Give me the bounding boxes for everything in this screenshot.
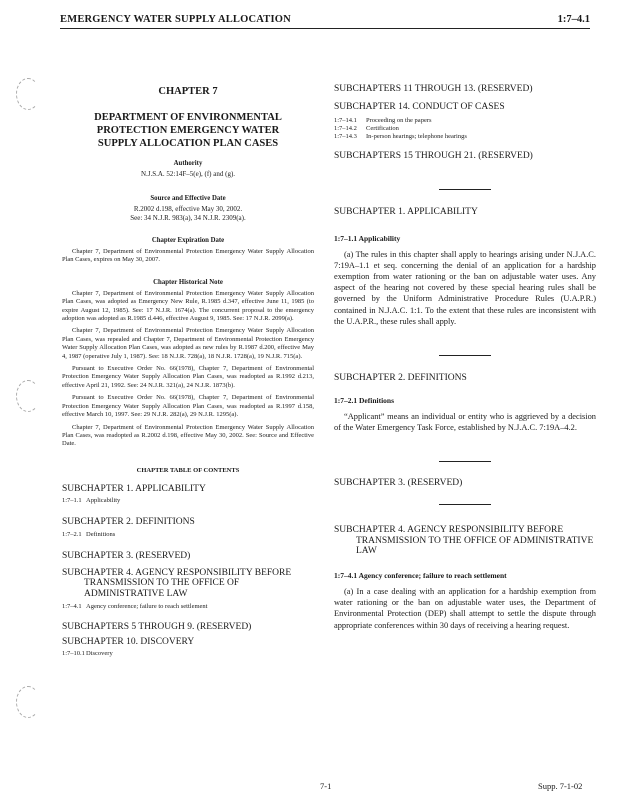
authority-heading: Authority <box>173 160 203 167</box>
toc-subchapter: SUBCHAPTER 3. (RESERVED) <box>62 551 191 562</box>
toc-subchapter: SUBCHAPTER 1. APPLICABILITY <box>62 483 206 494</box>
subchapter-heading: SUBCHAPTER 3. (RESERVED) <box>334 477 463 488</box>
toc-item-title: Proceeding on the papers <box>366 117 432 124</box>
section-heading: 1:7–1.1 Applicability <box>334 233 401 243</box>
section-body: (a) The rules in this chapter shall apply to hearings arising under N.J.A.C. 7:19A–1.1 et seq. concerning the denial of an application for a hardship exemption from water rationing or the ban on adjustable water uses. Any aspect of the hearing not covered by these special hearing rules shall be governed by the Uniform Administrative Procedure Rules (U.A.P.R.) contained in N.J.A.C. 1:1. To the extent that these rules are inconsistent with the U.A.P.R., these rules shall apply. <box>334 249 596 326</box>
page-number: 7-1 <box>320 781 332 791</box>
section-divider <box>439 355 491 356</box>
section-body: “Applicant” means an individual or entity who is aggrieved by a decision of the Water Emergency Task Force, established by N.J.A.C. 7:19A–4.2. <box>334 411 596 432</box>
history-paragraph: Chapter 7, Department of Environmental Protection Emergency Water Supply Allocation Plan Cases, was adopted as Emergency New Rule, R.1985 d.347, effective June 11, 1985 (to expire August 12, 1985). See: 17 N.J.R. 1674(a). The concurrent proposal to the emergency adoption was adopted as R.1985 d.446, effective August 9, 1985. See: 17 N.J.R. 2099(a). <box>62 289 314 323</box>
toc-subchapter: SUBCHAPTER 14. CONDUCT OF CASES <box>334 101 505 112</box>
header-title: EMERGENCY WATER SUPPLY ALLOCATION <box>60 14 291 25</box>
expiration-text: Chapter 7, Department of Environmental Protection Emergency Water Supply Allocation Plan Cases, expires on May 30, 2007. <box>62 248 314 264</box>
toc-item <box>62 531 314 539</box>
source-line: See: 34 N.J.R. 983(a), 34 N.J.R. 2309(a). <box>130 214 246 222</box>
section-divider <box>439 189 491 190</box>
header-section: 1:7–4.1 <box>557 14 590 25</box>
punch-hole-mark <box>16 686 40 718</box>
toc-item-number: 1:7–14.2 <box>334 125 357 133</box>
history-heading: Chapter Historical Note <box>153 278 223 286</box>
punch-hole-mark <box>16 380 40 412</box>
chapter-number: CHAPTER 7 <box>158 86 218 97</box>
toc-item <box>334 125 596 133</box>
expiration-heading: Chapter Expiration Date <box>151 237 225 244</box>
toc-item-title: Certification <box>366 125 399 133</box>
toc-subchapter: SUBCHAPTERS 15 THROUGH 21. (RESERVED) <box>334 150 533 161</box>
toc-subchapter: SUBCHAPTER 4. AGENCY RESPONSIBILITY BEFORE TRANSMISSION TO THE OFFICE OF ADMINISTRATIVE LAW <box>62 567 292 599</box>
toc-item-number: 1:7–2.1 <box>62 530 82 538</box>
toc-item <box>62 603 314 611</box>
source-heading: Source and Effective Date <box>150 195 226 202</box>
toc-subchapter: SUBCHAPTER 2. DEFINITIONS <box>62 517 195 528</box>
left-column <box>62 48 314 659</box>
toc-heading: CHAPTER TABLE OF CONTENTS <box>136 466 240 474</box>
section-heading: 1:7–4.1 Agency conference; failure to reach settlement <box>334 570 507 580</box>
toc-item <box>334 133 596 141</box>
toc-item-number: 1:7–14.3 <box>334 133 357 141</box>
toc-item-title: Discovery <box>86 650 113 658</box>
subchapter-heading: SUBCHAPTER 2. DEFINITIONS <box>334 373 467 384</box>
history-paragraph: Chapter 7, Department of Environmental Protection Emergency Water Supply Allocation Plan Cases, was repealed and Chapter 7, Department of Environmental Protection Emergency Water Supply Allocation Plan Cases, was adopted as new rules by R.1987 d.200, effective May 4, 1987 (operative July 1, 1987). See: 18 N.J.R. 728(a), 18 N.J.R. 1728(a), 19 N.J.R. 715(a). <box>62 327 314 360</box>
toc-subchapter: SUBCHAPTERS 5 THROUGH 9. (RESERVED) <box>62 622 252 633</box>
section-divider <box>439 504 491 505</box>
toc-item-number: 1:7–14.1 <box>334 117 357 124</box>
punch-hole-mark <box>16 78 40 110</box>
toc-item <box>62 497 314 505</box>
right-column <box>334 48 596 631</box>
toc-item-list <box>334 117 596 142</box>
running-header <box>60 14 590 29</box>
toc-subchapter: SUBCHAPTER 10. DISCOVERY <box>62 636 195 647</box>
toc-item-title: In-person hearings; telephone hearings <box>366 133 467 141</box>
toc-item-title: Applicability <box>86 497 121 505</box>
toc-item-number: 1:7–10.1 <box>62 650 85 658</box>
history-paragraph: Pursuant to Executive Order No. 66(1978), Chapter 7, Department of Environmental Protection Emergency Water Supply Allocation Plan Cases, was readopted as R.1997 d.158, effective March 10, 1997. See: 29 N.J.R. 282(a), 29 N.J.R. 1295(a). <box>62 394 314 419</box>
authority-text: N.J.S.A. 52:14F–5(e), (f) and (g). <box>140 170 236 178</box>
section-heading: 1:7–2.1 Definitions <box>334 395 394 405</box>
toc-item-number: 1:7–4.1 <box>62 603 82 611</box>
subchapter-heading: SUBCHAPTER 1. APPLICABILITY <box>334 207 478 218</box>
section-divider <box>439 461 491 462</box>
history-paragraph: Pursuant to Executive Order No. 66(1978), Chapter 7, Department of Environmental Protection Emergency Water Supply Allocation Plan Cases, was readopted as R.1992 d.213, effective April 21, 1992. See: 24 N.J.R. 321(a), 24 N.J.R. 1873(b). <box>62 365 314 389</box>
supplement-date: Supp. 7-1-02 <box>538 781 583 791</box>
chapter-title: DEPARTMENT OF ENVIRONMENTAL PROTECTION EMERGENCY WATER SUPPLY ALLOCATION PLAN CASES <box>94 112 282 149</box>
subchapter-heading: SUBCHAPTER 4. AGENCY RESPONSIBILITY BEFORE TRANSMISSION TO THE OFFICE OF ADMINISTRATIVE LAW <box>334 525 594 557</box>
source-line: R.2002 d.198, effective May 30, 2002. <box>133 205 243 213</box>
toc-item-title: Agency conference; failure to reach settlement <box>86 603 208 611</box>
toc-item-number: 1:7–1.1 <box>62 497 82 505</box>
toc-item <box>334 117 596 125</box>
toc-subchapter: SUBCHAPTERS 11 THROUGH 13. (RESERVED) <box>334 84 533 94</box>
toc-item-title: Definitions <box>86 530 116 538</box>
section-body: (a) In a case dealing with an application for a hardship exemption from water rationing or the ban on adjustable water uses, the Department of Environmental Protection (DEP) shall attempt to settle the dispute through appropriate conferences within 30 days of receiving a hearing request. <box>334 586 596 630</box>
toc-item <box>62 650 314 658</box>
history-paragraph: Chapter 7, Department of Environmental Protection Emergency Water Supply Allocation Plan Cases, was readopted as R.2002 d.198, effective May 30, 2002. See: Source and Effective Date. <box>62 423 314 448</box>
